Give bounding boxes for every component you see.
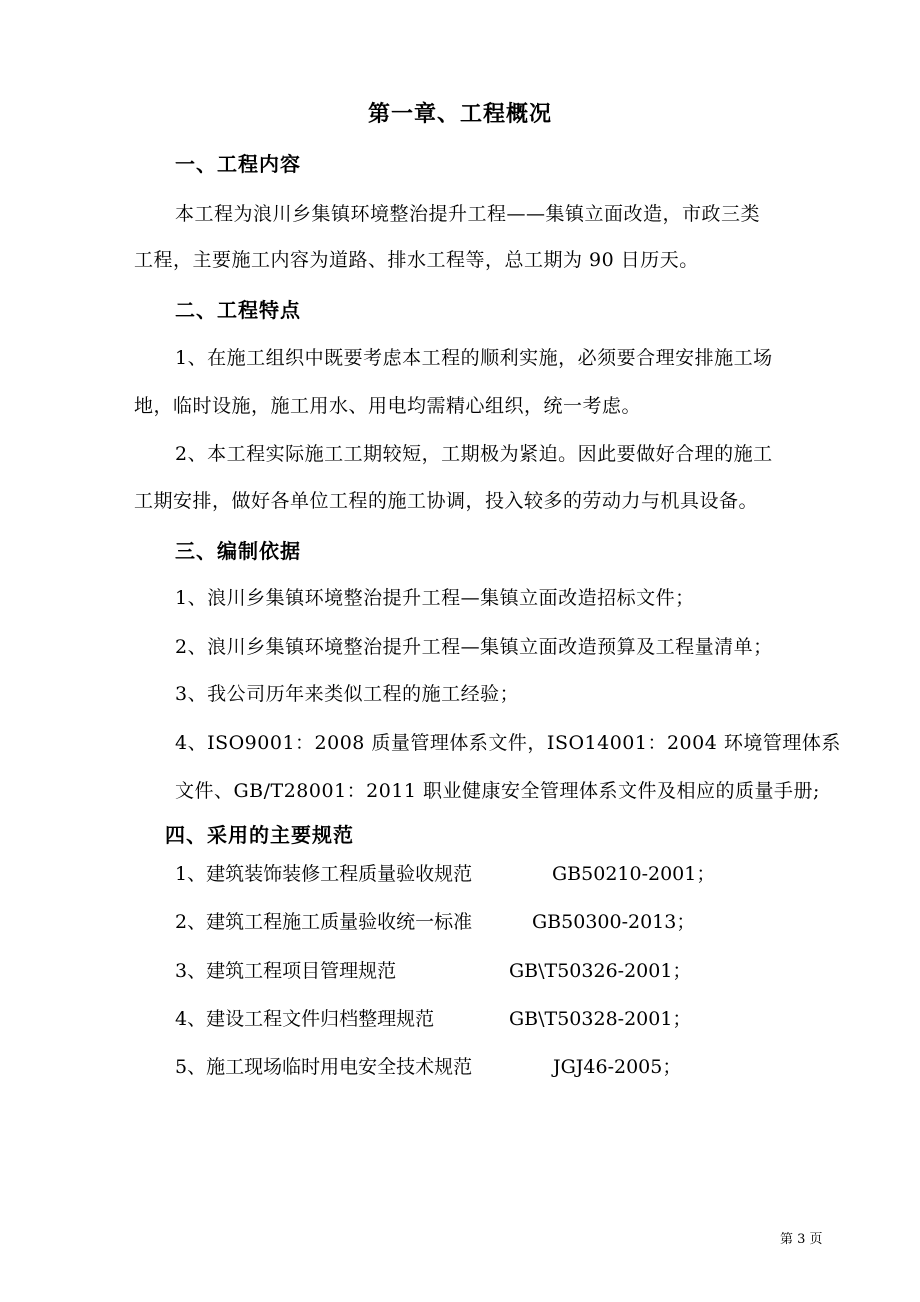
standard-3-code: GB\T50326-2001； (509, 960, 692, 982)
standard-2-code: GB50300-2013； (532, 911, 696, 933)
standard-1-name: 1、建筑装饰装修工程质量验收规范 (175, 863, 473, 885)
section-3-item-3: 3、我公司历年来类似工程的施工经验； (175, 683, 520, 705)
section-3-item-1: 1、浪川乡集镇环境整治提升工程—集镇立面改造招标文件； (175, 587, 695, 609)
section-heading-4: 四、采用的主要规范 (165, 823, 354, 847)
standard-1-code: GB50210-2001； (552, 863, 716, 885)
section-2-item-2-line-2: 工期安排，做好各单位工程的施工协调，投入较多的劳动力与机具设备。 (134, 490, 759, 512)
section-heading-3: 三、编制依据 (175, 539, 301, 563)
section-heading-2: 二、工程特点 (175, 298, 301, 322)
standard-2-name: 2、建筑工程施工质量验收统一标准 (175, 911, 473, 933)
section-3-item-4-line-2: 文件、GB/T28001：2011 职业健康安全管理体系文件及相应的质量手册; (175, 780, 820, 802)
section-3-item-2: 2、浪川乡集镇环境整治提升工程—集镇立面改造预算及工程量清单； (175, 636, 773, 658)
chapter-title: 第一章、工程概况 (367, 101, 552, 127)
section-1-paragraph-line-2: 工程，主要施工内容为道路、排水工程等，总工期为 90 日历天。 (134, 249, 699, 271)
section-2-item-1-line-1: 1、在施工组织中既要考虑本工程的顺利实施，必须要合理安排施工场 (175, 347, 773, 369)
section-2-item-2-line-1: 2、本工程实际施工工期较短，工期极为紧迫。因此要做好合理的施工 (175, 443, 773, 465)
section-1-paragraph-line-1: 本工程为浪川乡集镇环境整治提升工程——集镇立面改造，市政三类 (175, 203, 761, 225)
section-3-item-4-line-1: 4、ISO9001：2008 质量管理体系文件，ISO14001：2004 环境管理体系 (175, 732, 841, 754)
standard-3-name: 3、建筑工程项目管理规范 (175, 960, 397, 982)
standard-5-name: 5、施工现场临时用电安全技术规范 (175, 1056, 473, 1078)
section-heading-1: 一、工程内容 (175, 152, 301, 176)
standard-4-code: GB\T50328-2001； (509, 1008, 692, 1030)
page-number: 第 3 页 (780, 1232, 823, 1247)
section-2-item-1-line-2: 地，临时设施，施工用水、用电均需精心组织，统一考虑。 (134, 395, 642, 417)
standard-4-name: 4、建设工程文件归档整理规范 (175, 1008, 435, 1030)
standard-5-code: JGJ46-2005； (553, 1056, 682, 1078)
